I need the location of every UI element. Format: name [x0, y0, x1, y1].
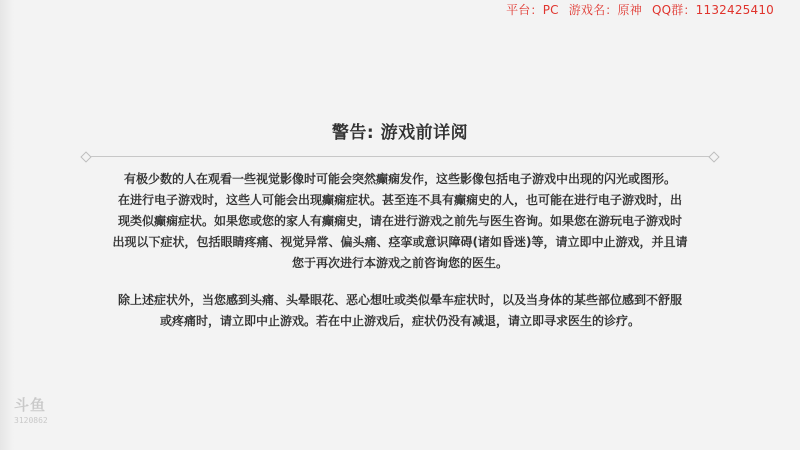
title-divider	[82, 151, 718, 163]
watermark-room-id: 3120862	[14, 416, 48, 425]
paragraph-line: 有极少数的人在观看一些视觉影像时可能会突然癫痫发作，这些影像包括电子游戏中出现的闪光或图形。	[123, 172, 676, 186]
warning-paragraph-2	[82, 290, 718, 332]
platform-watermark	[14, 398, 48, 425]
paragraph-line: 您于再次进行本游戏之前咨询您的医生。	[291, 256, 508, 270]
divider-line	[90, 156, 710, 157]
warning-paragraph-1	[82, 169, 718, 274]
platform-label: 平台：PC	[506, 3, 559, 17]
stream-info-overlay	[500, 1, 774, 18]
watermark-logo: 斗鱼	[14, 396, 47, 414]
divider-right-ornament	[708, 151, 719, 162]
qq-group-label: QQ群：1132425410	[651, 3, 774, 17]
warning-title: 警告: 游戏前详阅	[331, 123, 469, 143]
paragraph-line: 现类似癫痫症状。如果您或您的家人有癫痫史，请在进行游戏之前先与医生咨询。如果您在游玩电子游戏时	[117, 214, 682, 228]
paragraph-line: 在进行电子游戏时，这些人可能会出现癫痫症状。甚至连不具有癫痫史的人，也可能在进行电子游戏时，出	[117, 193, 682, 207]
divider-left-ornament	[80, 151, 91, 162]
left-edge-shadow	[0, 0, 14, 450]
paragraph-line: 出现以下症状，包括眼睛疼痛、视觉异常、偏头痛、痉挛或意识障碍(诸如昏迷)等，请立即中止游戏，并且请	[112, 235, 688, 249]
game-name-label: 游戏名：原神	[568, 3, 642, 17]
paragraph-line: 除上述症状外，当您感到头痛、头晕眼花、恶心想吐或类似晕车症状时，以及当身体的某些部位感到不舒服	[117, 293, 682, 307]
paragraph-line: 或疼痛时，请立即中止游戏。若在中止游戏后，症状仍没有减退，请立即寻求医生的诊疗。	[159, 314, 640, 328]
